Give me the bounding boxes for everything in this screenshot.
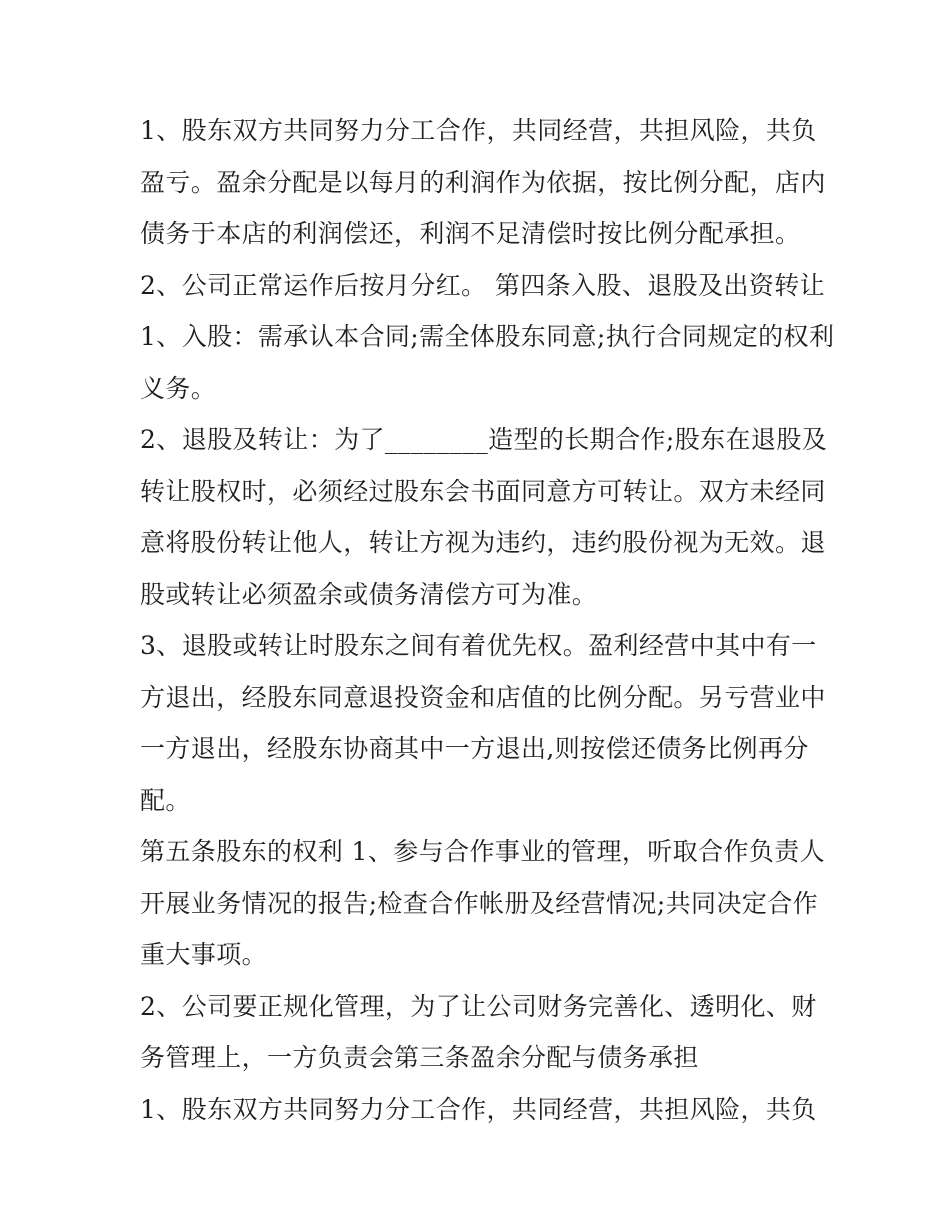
paragraph-financial-management xyxy=(140,981,820,1084)
paragraph-monthly-dividend xyxy=(140,260,826,312)
paragraph-priority-right xyxy=(140,620,826,826)
text-line: 义务。 xyxy=(140,373,217,403)
text-line: 2、公司要正规化管理，为了让公司财务完善化、透明化、财 xyxy=(140,991,817,1021)
text-line: 债务于本店的利润偿还，利润不足清偿时按比例分配承担。 xyxy=(140,219,801,248)
paragraph-profit-sharing xyxy=(140,105,826,260)
text-line: 转让股权时，必须经过股东会书面同意方可转让。双方未经同 xyxy=(140,476,826,506)
paragraph-share-entry xyxy=(140,311,835,414)
paragraph-shareholder-rights xyxy=(140,826,826,981)
text-line: 务管理上，一方负责会第三条盈余分配与债务承担 xyxy=(140,1043,699,1072)
text-line: 2、公司正常运作后按月分红。 第四条入股、退股及出资转让 xyxy=(140,270,826,300)
text-line: 意将股份转让他人，转让方视为违约，违约股份视为无效。退 xyxy=(140,528,826,557)
paragraph-profit-sharing-repeat xyxy=(140,1084,820,1136)
text-line: 盈亏。盈余分配是以每月的利润作为依据，按比例分配，店内 xyxy=(140,167,826,197)
text-line: 股或转让必须盈余或债务清偿方可为准。 xyxy=(140,579,598,609)
text-line: 开展业务情况的报告;检查合作帐册及经营情况;共同决定合作 xyxy=(140,888,819,918)
text-line: 重大事项。 xyxy=(140,940,268,969)
text-line: 1、入股：需承认本合同;需全体股东同意;执行合同规定的权利 xyxy=(140,322,835,351)
text-line: 第五条股东的权利 1、参与合作事业的管理，听取合作负责人 xyxy=(140,837,826,866)
document-body xyxy=(140,105,835,1135)
text-line: 2、退股及转让：为了________造型的长期合作;股东在退股及 xyxy=(140,425,828,454)
text-line: 方退出，经股东同意退投资金和店值的比例分配。另亏营业中 xyxy=(140,682,826,712)
text-line: 一方退出，经股东协商其中一方退出,则按偿还债务比例再分 xyxy=(140,734,809,763)
paragraph-withdrawal-transfer xyxy=(140,414,828,620)
text-line: 配。 xyxy=(140,785,191,815)
text-line: 3、退股或转让时股东之间有着优先权。盈利经营中其中有一 xyxy=(140,631,817,660)
text-line: 1、股东双方共同努力分工合作，共同经营，共担风险，共负 xyxy=(140,116,817,145)
text-line: 1、股东双方共同努力分工合作，共同经营，共担风险，共负 xyxy=(140,1094,817,1124)
